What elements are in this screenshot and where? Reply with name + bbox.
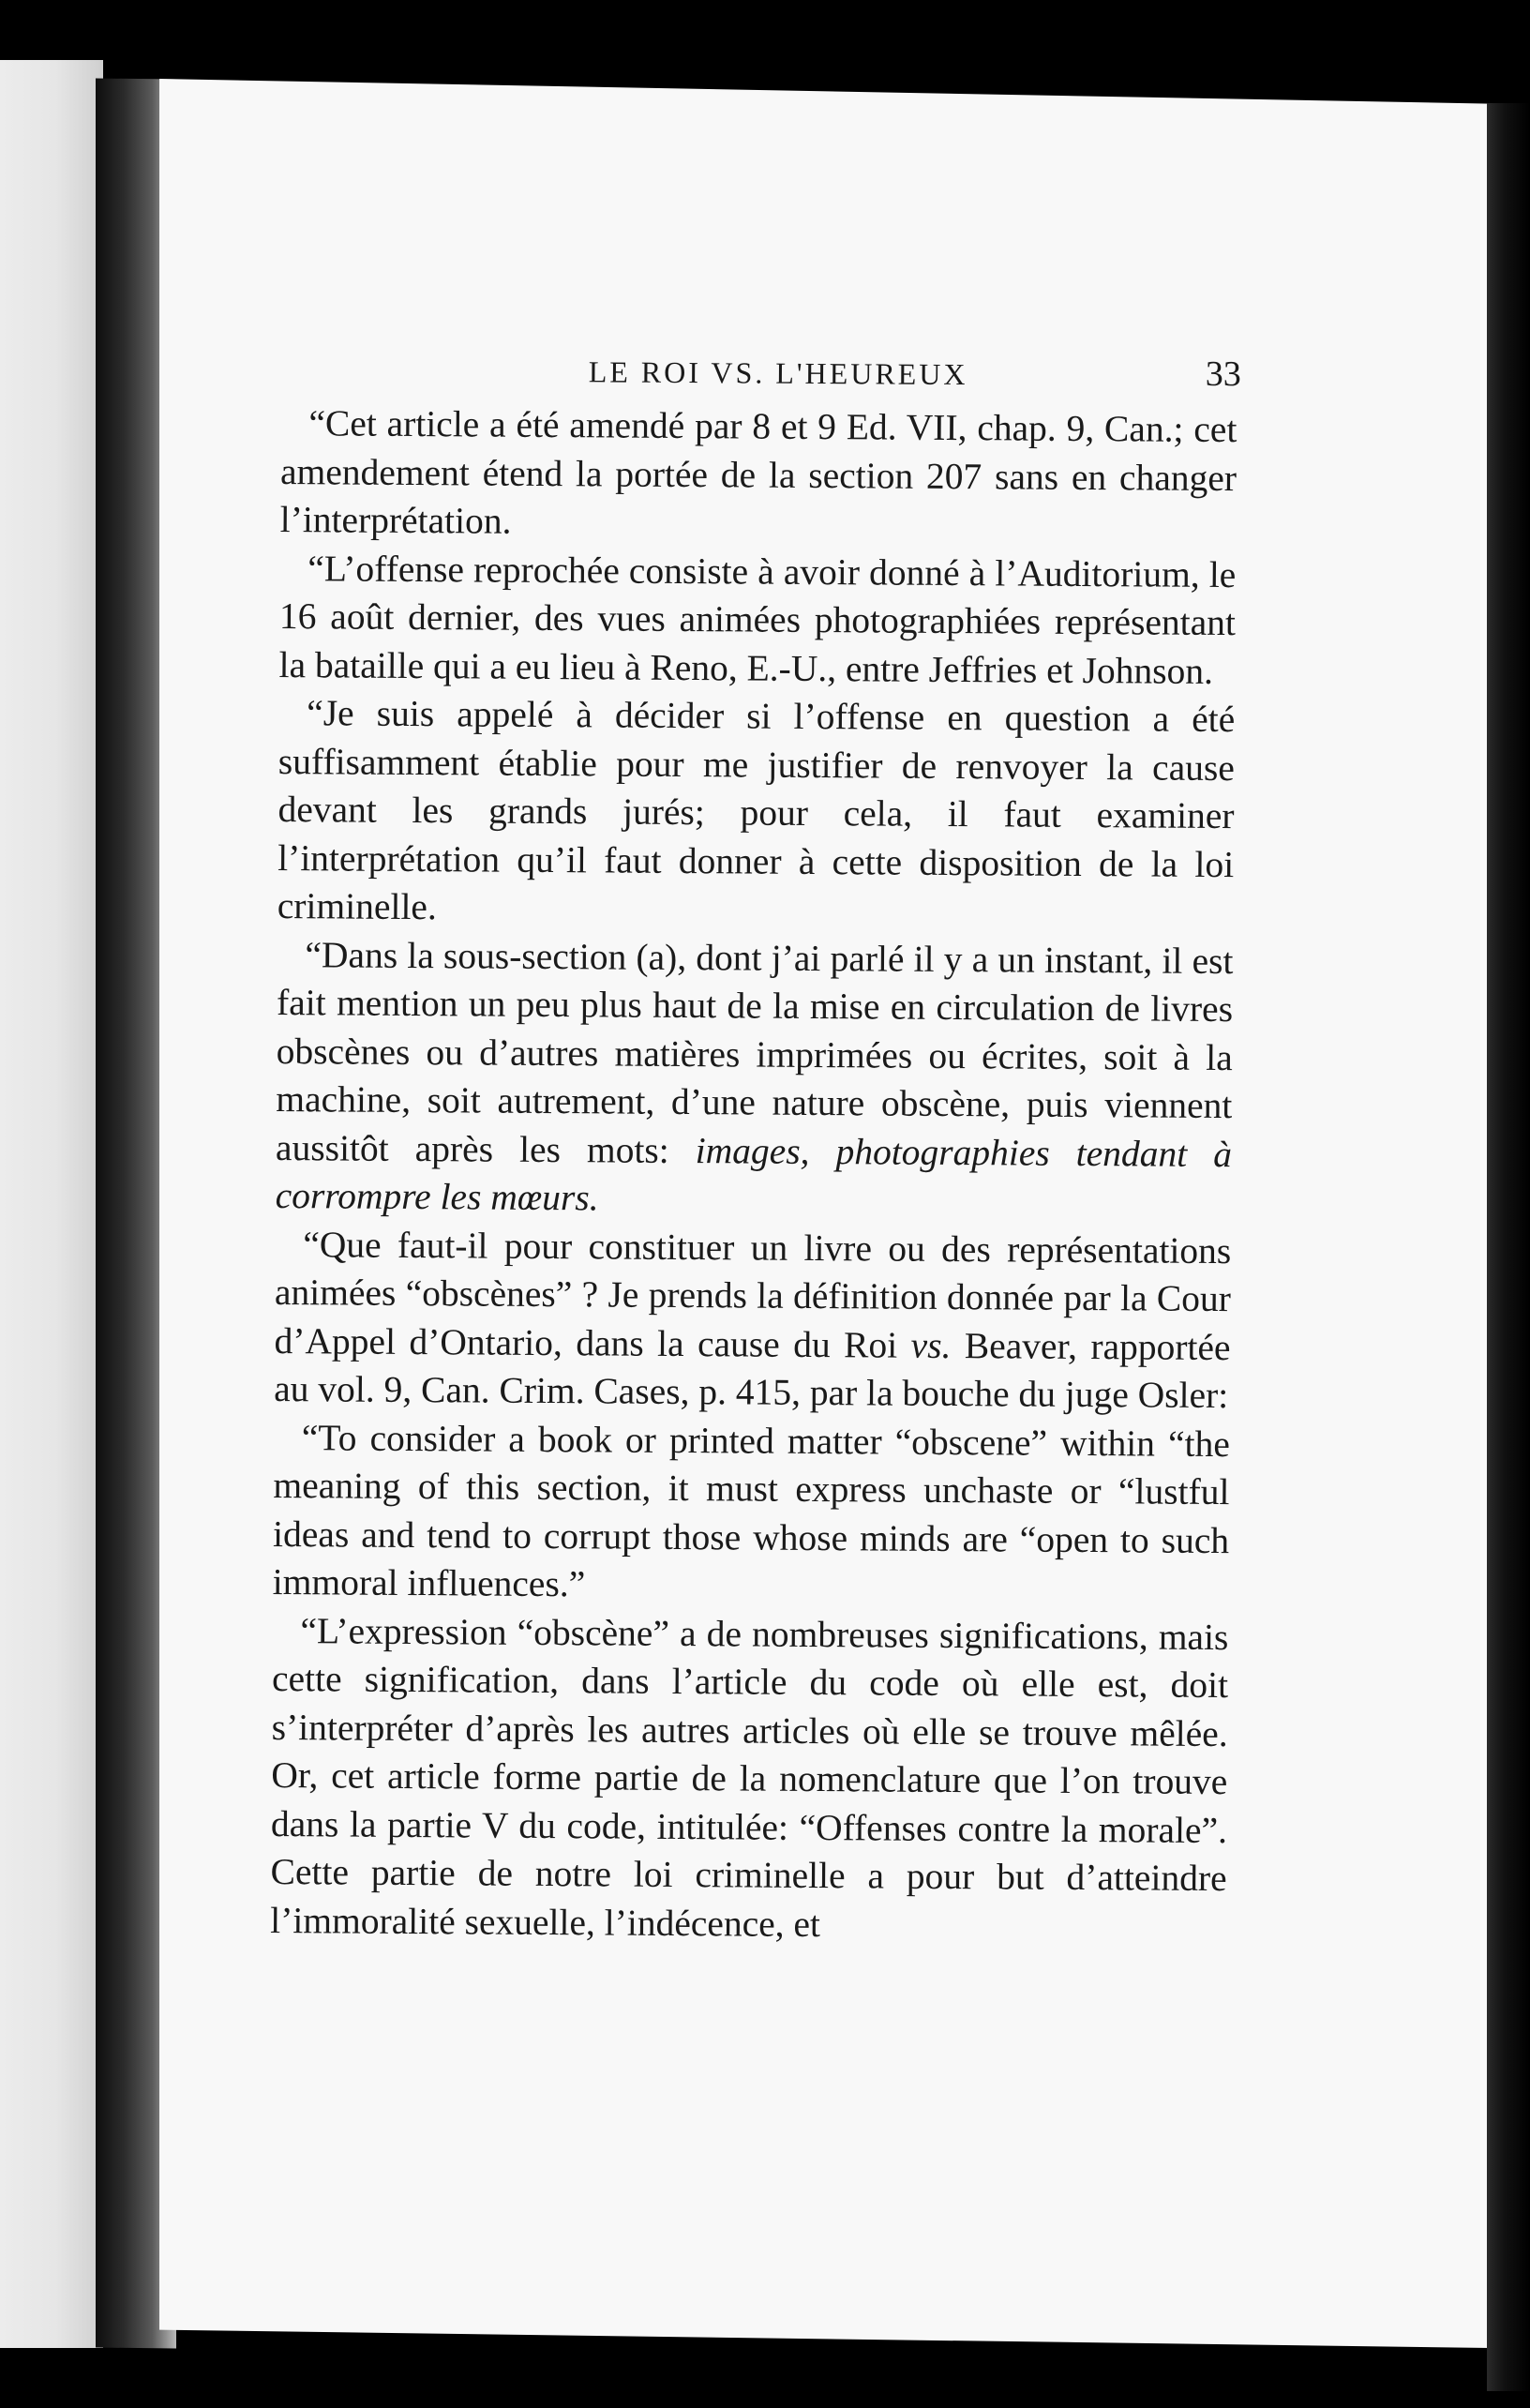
page-number: 33 [1205, 354, 1241, 395]
page-header [281, 343, 1241, 406]
paragraph-definition [274, 1220, 1231, 1420]
facing-page-edge [0, 60, 103, 2348]
paragraph-subsection-italic: images, photographies tendant à corrompre les mœurs. [275, 1129, 1233, 1219]
paragraph-definition-text: “Que faut-il pour constituer un livre ou des représentations animées “obscènes” ? Je prends la définition donnée par la Cour d’Appel d’Ontario, dans la cause du Roi [274, 1223, 1232, 1366]
paragraph-subsection-text: “Dans la sous-section (a), dont j’ai parlé il y a un instant, il est fait mention un peu plus haut de la mise en circulation de livres obscènes ou d’autres matières imprimées ou écrites, soit à la machine, soit autrement, d’une nature obscène, puis viennent aussitôt après les mots: [275, 933, 1234, 1171]
paragraph-amendment: “Cet article a été amendé par 8 et 9 Ed. VII, chap. 9, Can.; cet amendement étend la portée de la section 207 sans en changer l’interprétation. [279, 402, 1238, 542]
paragraph-definition-vs: vs. [910, 1324, 952, 1366]
page-text-block [270, 343, 1241, 1951]
page-stack-edge [1487, 103, 1530, 2391]
paragraph-expression: “L’expression “obscène” a de nombreuses significations, mais cette signification, dans l’article du code où elle est, doit s’interpréter d’après les autres articles où elle se trouve mêlée. Or, cet article forme partie de la nomenclature que l’on trouve dans la partie V du code, intitulée: “Offenses contre la morale”. Cette partie de notre loi criminelle a pour but d’atteindre l’immoralité sexuelle, l’indécence, et [270, 1609, 1229, 1945]
paragraph-decision: “Je suis appelé à décider si l’offense en question a été suffisamment établie pour me justifier de renvoyer la cause devant les grands jurés; pour cela, il faut examiner l’interprétation qu’il faut donner à cette disposition de la loi criminelle. [277, 692, 1236, 928]
paragraph-osler-quote: “To consider a book or printed matter “obscene” within “the meaning of this section, it must express unchaste or “lustful ideas and tend to corrupt those whose minds are “open to such immoral influences.” [272, 1416, 1230, 1605]
paragraph-definition-rest: Beaver, rapportée au vol. 9, Can. Crim. Cases, p. 415, par la bouche du juge Osler: [274, 1324, 1231, 1417]
paragraph-offense: “L’offense reprochée consiste à avoir donné à l’Auditorium, le 16 août dernier, des vues animées photographiées représentant la bataille qui a eu lieu à Reno, E.-U., entre Jeffries et Johnson. [278, 547, 1237, 692]
running-head: LE ROI VS. L'HEUREUX [588, 354, 968, 392]
paragraph-subsection [275, 930, 1233, 1227]
